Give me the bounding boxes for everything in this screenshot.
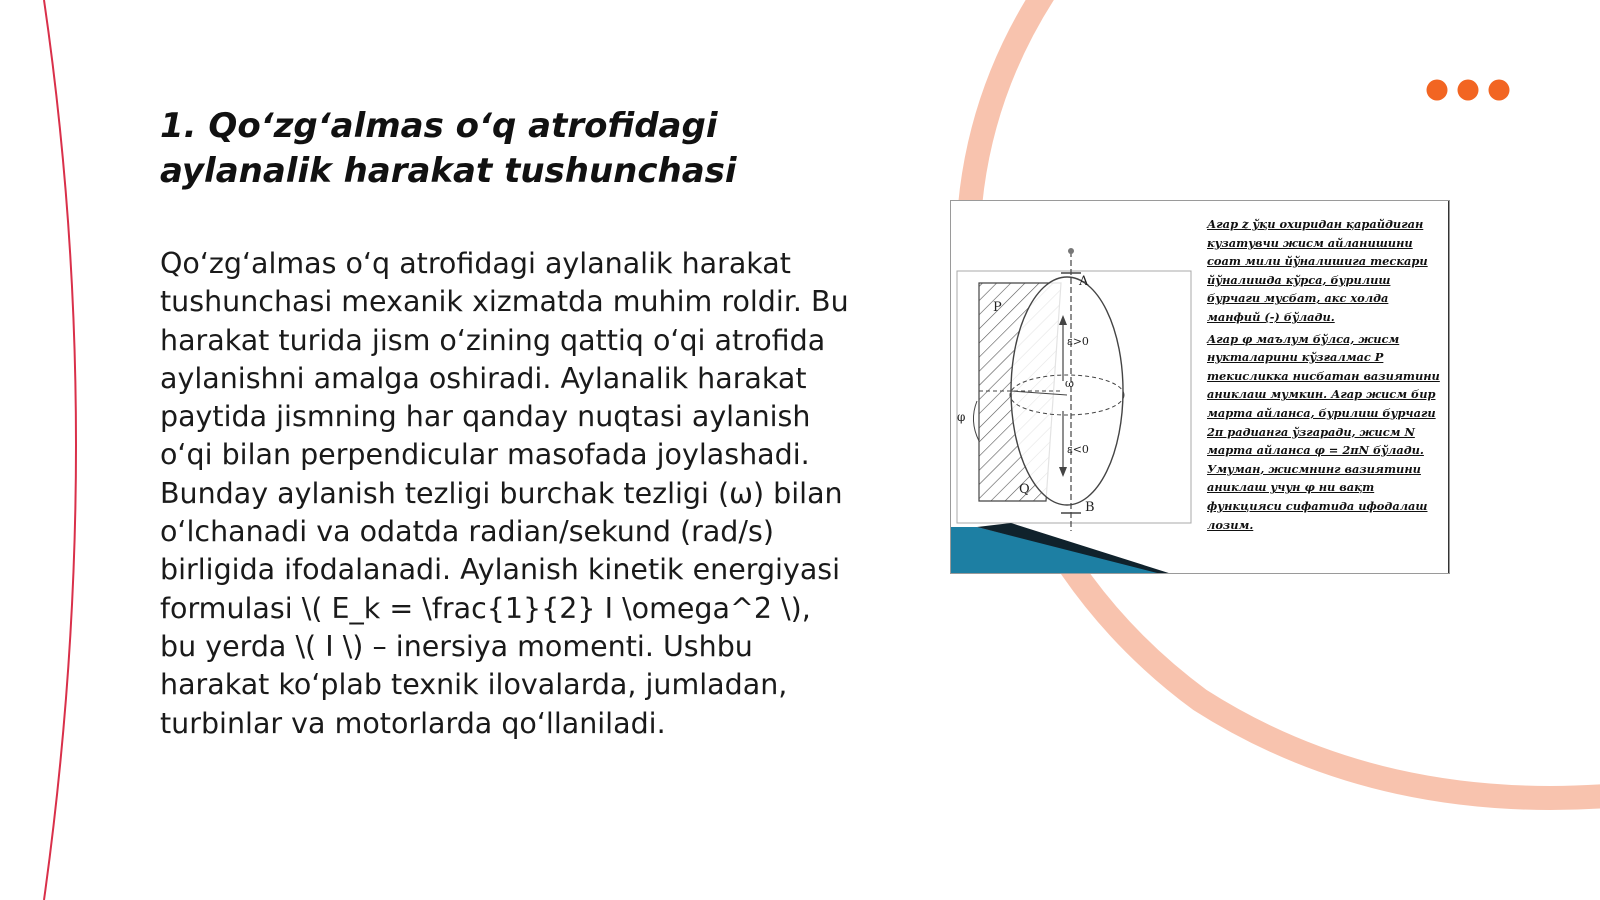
rotation-diagram-figure — [950, 200, 1450, 574]
rotating-body — [1011, 277, 1123, 505]
figure-paragraph-1: Агар z ўқи охиридан қарайдиган кузатувчи жисм айланишини соат мили йўналишига тескари йўналишда кўрса, бурилиш бурчаги мусбат, акс холда манфий (-) бўлади. — [1207, 217, 1428, 324]
slide-body-text: Qo‘zg‘almas o‘q atrofidagi aylanalik harakat tushunchasi mexanik xizmatda muhim roldir. Bu harakat turida jism o‘zining qattiq o‘qi atrofida aylanishni amalga oshiradi. Aylanalik harakat paytida jismning har qanday nuqtasi aylanish o‘qi bilan perpendicular masofada joylashadi. Bunday aylanish tezligi burchak tezligi (ω) bilan o‘lchanadi va odatda radian/sekund (rad/s) birligida ifodalanadi. Aylanish kinetik energiyasi formulasi \( E_k = \frac{1}{2} I \omega^2 \), bu yerda \( I \) – inersiya momenti. Ushbu harakat ko‘plab texnik ilovalarda, jumladan, turbinlar va motorlarda qo‘llaniladi. — [160, 247, 849, 740]
label-epsilon-positive: ε>0 — [1067, 335, 1089, 348]
dots-icon — [1425, 78, 1515, 102]
phi-arc — [973, 401, 979, 441]
label-omega: ω — [1065, 377, 1074, 390]
decorative-dots — [1425, 78, 1515, 102]
label-epsilon-negative: ε<0 — [1067, 443, 1089, 456]
figure-paragraph-2: Агар φ маълум бўлса, жисм нукталарини кўзғалмас P текисликка нисбатан вазиятини аниклаш мумкин. Агар жисм бир марта айланса, бурилиш бурчаги 2π радианга ўзгаради, жисм N марта айланса φ = 2πN бўлади. Умуман, жисмнинг вазиятини аниклаш учун φ ни вақт функцияси сифатида ифодалаш лозим. — [1207, 331, 1440, 532]
axis-top-point — [1068, 248, 1074, 254]
label-p: P — [993, 300, 1002, 315]
margin-curve-line — [44, 0, 76, 900]
figure-caption-text — [1207, 215, 1443, 537]
label-b: B — [1085, 500, 1095, 515]
label-a: A — [1079, 274, 1089, 289]
label-q: Q — [1019, 482, 1030, 497]
label-phi: φ — [957, 410, 966, 424]
slide-title: 1. Qo‘zg‘almas o‘q atrofidagi aylanalik harakat tushunchasi — [160, 106, 737, 191]
